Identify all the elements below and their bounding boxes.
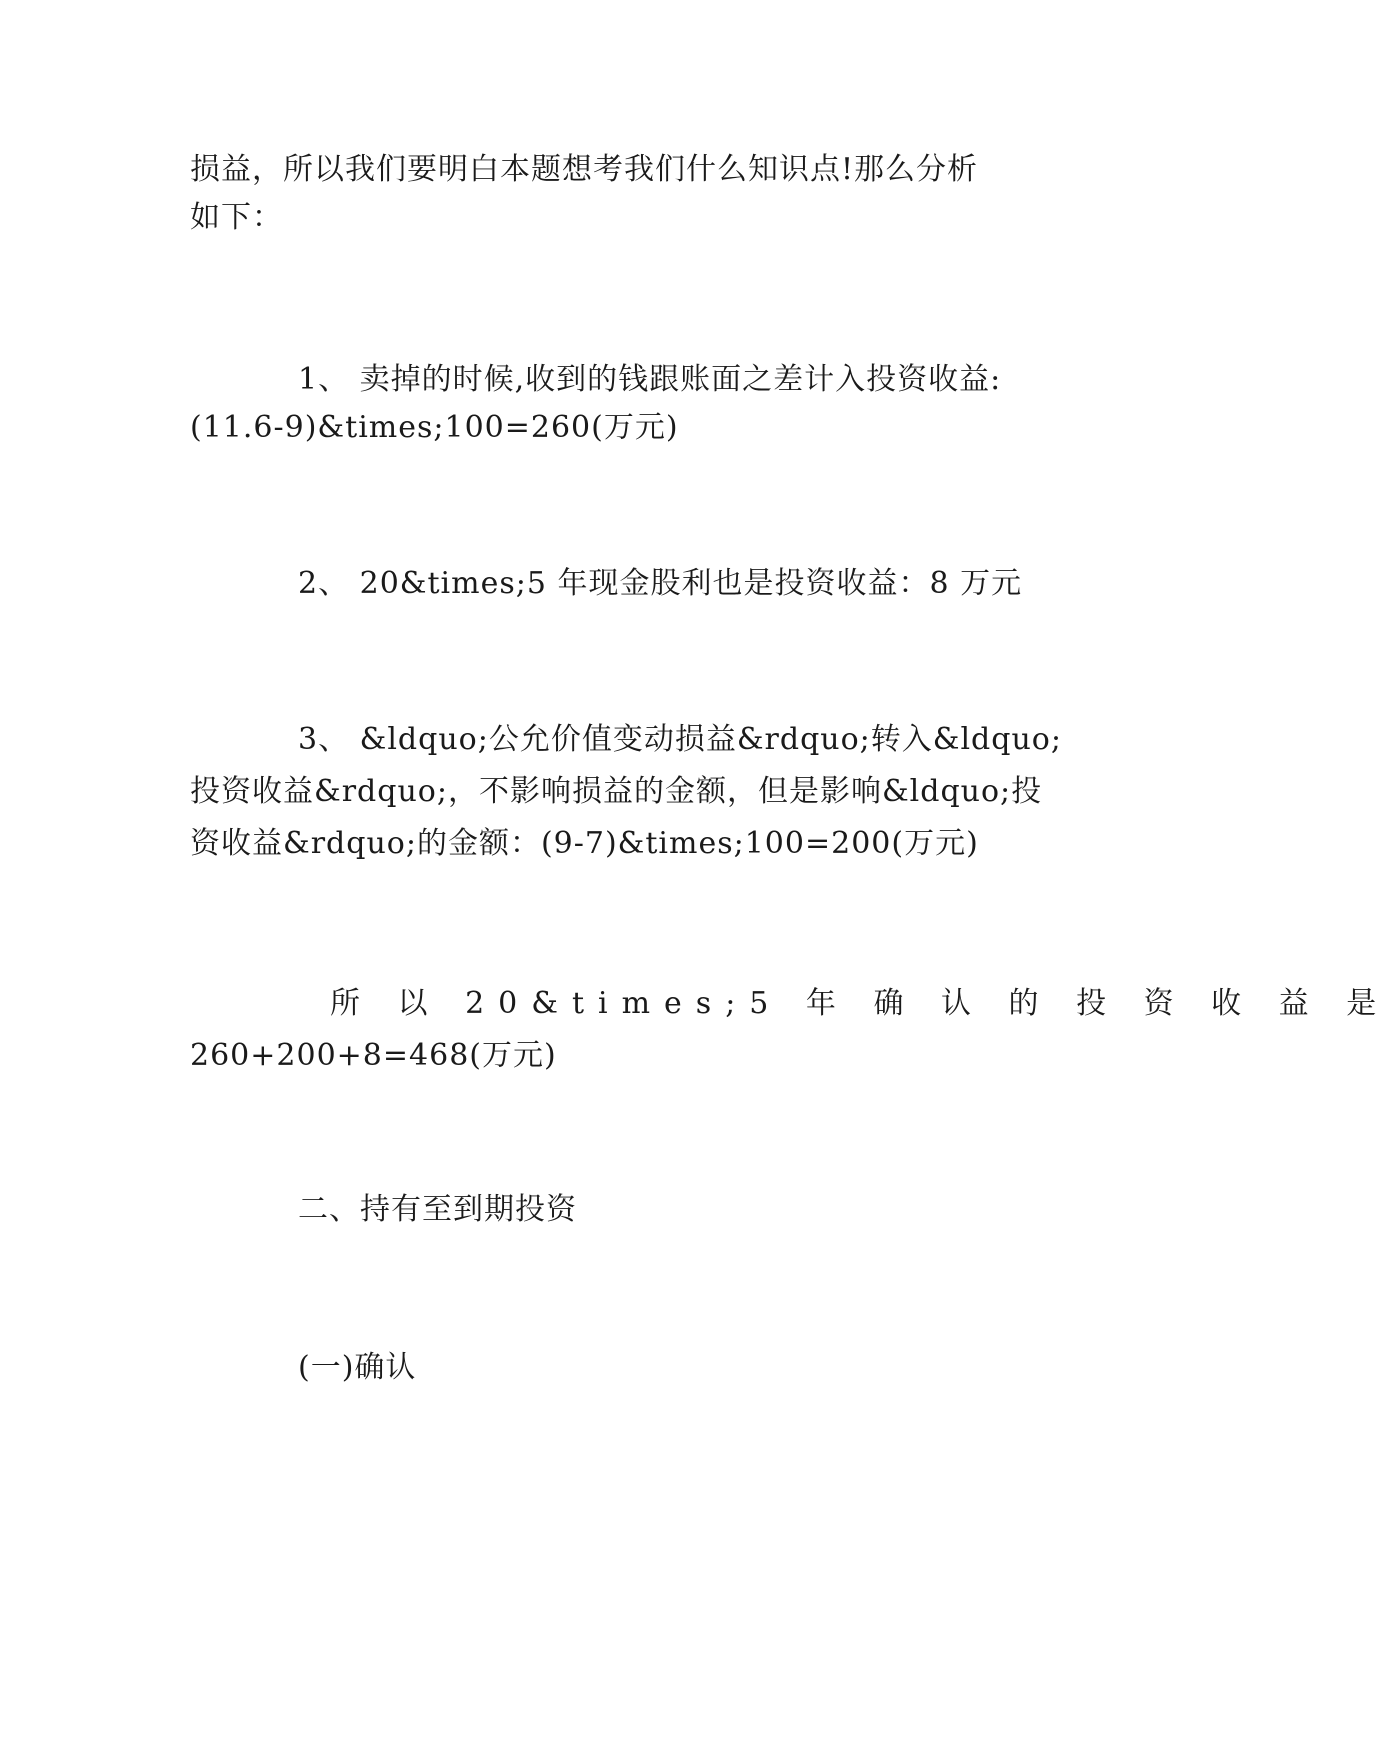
item-1-line-2: (11.6-9)&times;100=260(万元) [190, 410, 679, 445]
summary-line-2: 260+200+8=468(万元) [190, 1038, 557, 1073]
section-heading: 二、持有至到期投资 [298, 1192, 577, 1227]
item-3-line-2: 投资收益&rdquo;，不影响损益的金额，但是影响&ldquo;投 [190, 774, 1043, 809]
item-2-line-1: 2、 20&times;5 年现金股利也是投资收益：8 万元 [298, 566, 1023, 601]
paragraph-line-2: 如下： [190, 200, 283, 235]
item-3-line-3: 资收益&rdquo;的金额：(9-7)&times;100=200(万元) [190, 826, 979, 861]
subsection-heading: (一)确认 [298, 1350, 417, 1385]
paragraph-line-1: 损益，所以我们要明白本题想考我们什么知识点!那么分析 [190, 152, 979, 187]
summary-line-1: 所 以 20&times;5 年 确 认 的 投 资 收 益 是 [330, 986, 1390, 1021]
item-1-line-1: 1、 卖掉的时候,收到的钱跟账面之差计入投资收益: [298, 362, 1002, 397]
item-3-line-1: 3、 &ldquo;公允价值变动损益&rdquo;转入&ldquo; [298, 722, 1062, 757]
